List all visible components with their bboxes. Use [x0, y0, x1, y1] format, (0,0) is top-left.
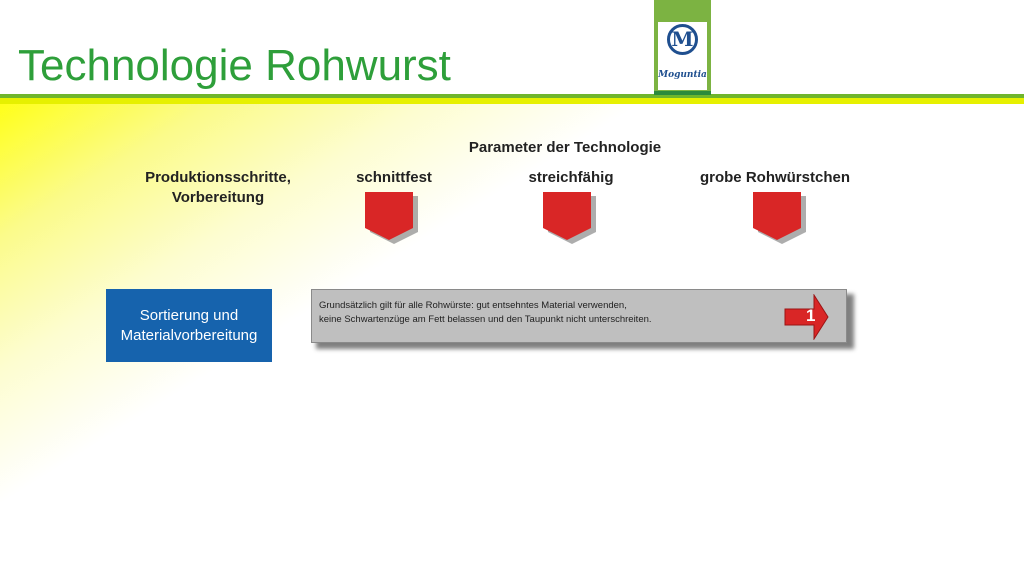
logo-panel	[658, 22, 707, 90]
parameters-heading: Parameter der Technologie	[468, 139, 662, 156]
column-header-production-steps-line2: Vorbereitung	[171, 189, 265, 206]
info-text-line1: Grundsätzlich gilt für alle Rohwürste: gut entsehntes Material verwenden,	[319, 300, 627, 311]
marker-spreadable-icon	[540, 190, 596, 244]
step-sorting-preparation	[106, 289, 272, 362]
moguntia-logo	[654, 0, 711, 95]
column-header-coarse-sausages: grobe Rohwürstchen	[699, 169, 850, 186]
logo-wordmark: Moguntia	[658, 70, 707, 80]
info-text-line2: keine Schwartenzüge am Fett belassen und den Taupunkt nicht unterschreiten.	[319, 314, 652, 325]
column-header-production-steps-line1: Produktionsschritte,	[145, 169, 291, 186]
info-box	[311, 289, 847, 343]
header-band-yellow	[0, 98, 1024, 104]
column-header-sliceable: schnittfest	[356, 169, 432, 186]
column-header-production-steps	[118, 168, 318, 208]
column-header-spreadable: streichfähig	[528, 169, 614, 186]
marker-coarse-sausages-icon	[750, 190, 806, 244]
slide-title: Technologie Rohwurst	[18, 41, 451, 90]
step-label-line1: Sortierung und	[139, 306, 239, 324]
step-label-line2: Materialvorbereitung	[120, 326, 258, 344]
logo-monogram: M	[667, 24, 698, 55]
arrow-number: 1	[806, 306, 816, 325]
marker-sliceable-icon	[362, 190, 418, 244]
